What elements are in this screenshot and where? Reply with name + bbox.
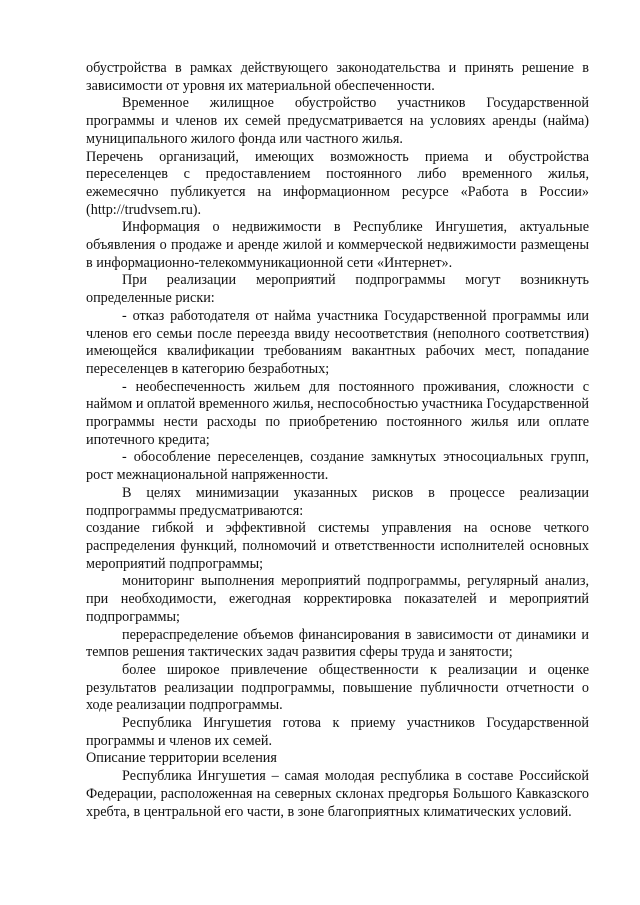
list-item-risk-housing: - необеспеченность жильем для постоянного проживания, сложности с наймом и оплатой временного жилья, неспособностью участника Государственной программы нести расходы по приобретению постоянного жилья или оплате ипотечного кредита; <box>86 378 589 448</box>
list-item-redistribution: перераспределение объемов финансирования в зависимости от динамики и темпов решения тактических задач развития сферы труда и занятости; <box>86 626 589 661</box>
list-item-public-involvement: более широкое привлечение общественности к реализации и оценке результатов реализации подпрограммы, повышение публичности отчетности о ходе реализации подпрограммы. <box>86 661 589 714</box>
paragraph-minimization-intro: В целях минимизации указанных рисков в процессе реализации подпрограммы предусматриваются: <box>86 484 589 519</box>
list-item-risk-isolation: - обособление переселенцев, создание замкнутых этносоциальных групп, рост межнациональной напряженности. <box>86 449 589 484</box>
list-item-risk-employer: - отказ работодателя от найма участника Государственной программы или членов его семьи после переезда ввиду несоответствия (неполного соответствия) имеющейся квалификации требованиям вакантных рабочих мест, попадание переселенцев в категорию безработных; <box>86 307 589 377</box>
paragraph-housing-decision: обустройства в рамках действующего законодательства и принять решение в зависимости от уровня их материальной обеспеченности. <box>86 60 589 94</box>
paragraph-readiness: Республика Ингушетия готова к приему участников Государственной программы и членов их семей. <box>86 715 589 749</box>
paragraph-temporary-housing: Временное жилищное обустройство участников Государственной программы и членов их семей предусматривается на условиях аренды (найма) муниципального жилого фонда или частного жилья. <box>86 95 589 147</box>
paragraph-real-estate-info: Информация о недвижимости в Республике Ингушетия, актуальные объявления о продаже и аренде жилой и коммерческой недвижимости размещены в информационно-телекоммуникационной сети «Интернет». <box>86 219 589 271</box>
paragraph-risks-intro: При реализации мероприятий подпрограммы могут возникнуть определенные риски: <box>86 272 589 307</box>
paragraph-organizations-list: Перечень организаций, имеющих возможность приема и обустройства переселенцев с предоставлением постоянного либо временного жилья, ежемесячно публикуется на информационном ресурсе «Работа в России» (http://trudvsem.ru). <box>86 148 589 218</box>
section-heading-territory: Описание территории вселения <box>86 750 277 767</box>
document-page <box>86 60 589 821</box>
list-item-monitoring: мониторинг выполнения мероприятий подпрограммы, регулярный анализ, при необходимости, ежегодная корректировка показателей и мероприятий подпрограммы; <box>86 573 589 625</box>
list-item-management-system: создание гибкой и эффективной системы управления на основе четкого распределения функций, полномочий и ответственности исполнителей основных мероприятий подпрограммы; <box>86 520 589 572</box>
paragraph-territory-description: Республика Ингушетия – самая молодая республика в составе Российской Федерации, расположенная на северных склонах предгорья Большого Кавказского хребта, в центральной его части, в зоне благоприятных климатических условий. <box>86 768 589 820</box>
